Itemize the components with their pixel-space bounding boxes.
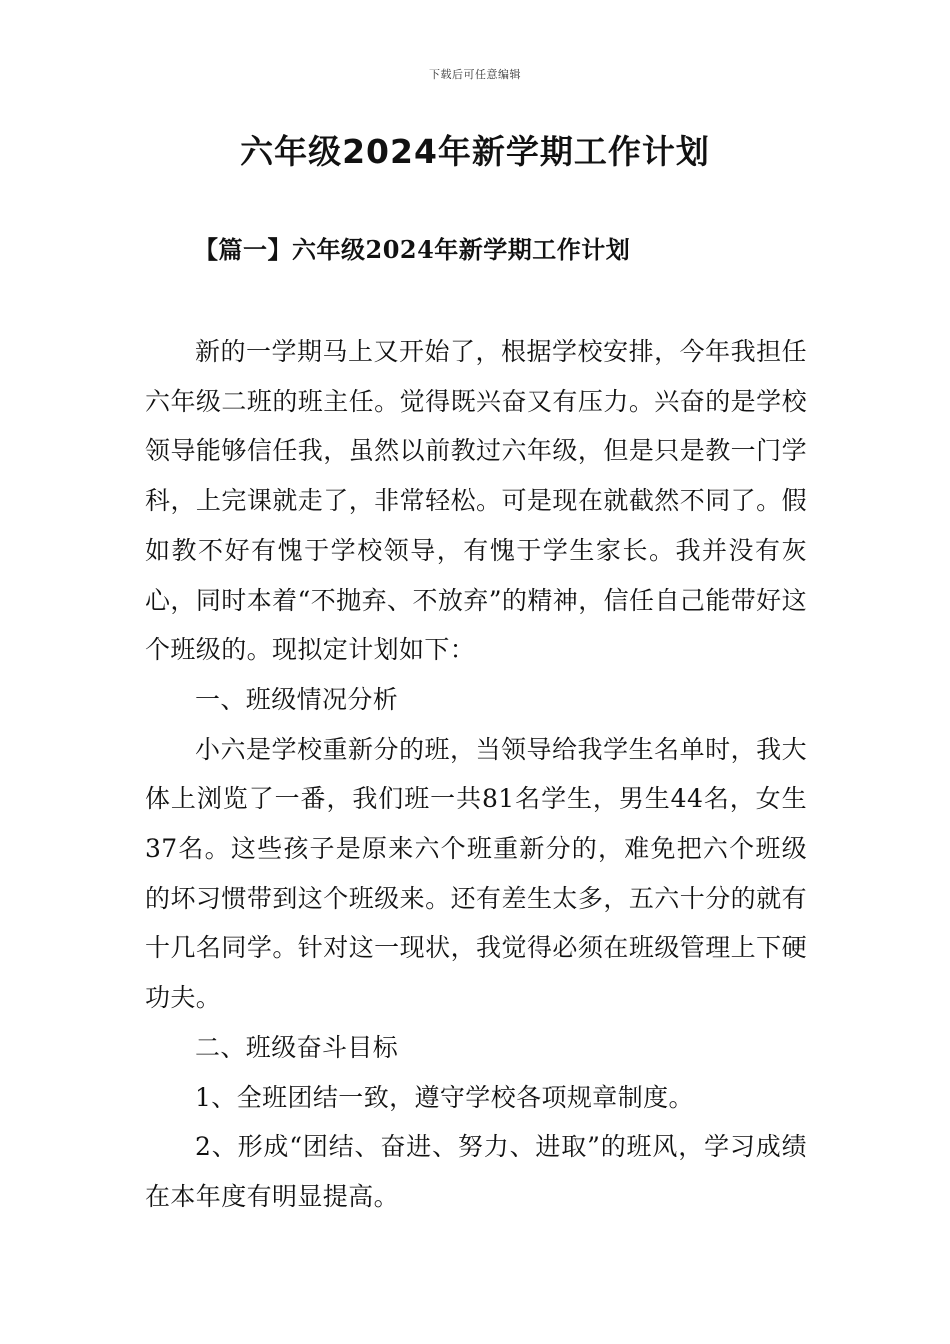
subheading-class-analysis: 一、班级情况分析	[195, 684, 399, 714]
goal-item-2: 2、形成“团结、奋进、努力、进取”的班风，学习成绩在本年度有明显提高。	[145, 1132, 807, 1211]
intro-paragraph: 新的一学期马上又开始了，根据学校安排，今年我担任六年级二班的班主任。觉得既兴奋又有压力。兴奋的是学校领导能够信任我，虽然以前教过六年级，但是只是教一门学科，上完课就走了，非常轻松。可是现在就截然不同了。假如教不好有愧于学校领导，有愧于学生家长。我并没有灰心，同时本着“不抛弃、不放弃”的精神，信任自己能带好这个班级的。现拟定计划如下：	[145, 337, 807, 665]
document-title: 六年级2024年新学期工作计划	[240, 132, 710, 171]
section-heading: 【篇一】六年级2024年新学期工作计划	[194, 235, 631, 264]
class-analysis-paragraph: 小六是学校重新分的班，当领导给我学生名单时，我大体上浏览了一番，我们班一共81名学生，男生44名，女生37名。这些孩子是原来六个班重新分的，难免把六个班级的坏习惯带到这个班级来。还有差生太多，五六十分的就有十几名同学。针对这一现状，我觉得必须在班级管理上下硬功夫。	[145, 734, 807, 1013]
subheading-class-goals: 二、班级奋斗目标	[195, 1032, 399, 1062]
document-body	[145, 327, 807, 1222]
header-note: 下载后可任意编辑	[429, 68, 521, 81]
goal-item-1: 1、全班团结一致，遵守学校各项规章制度。	[195, 1082, 694, 1112]
